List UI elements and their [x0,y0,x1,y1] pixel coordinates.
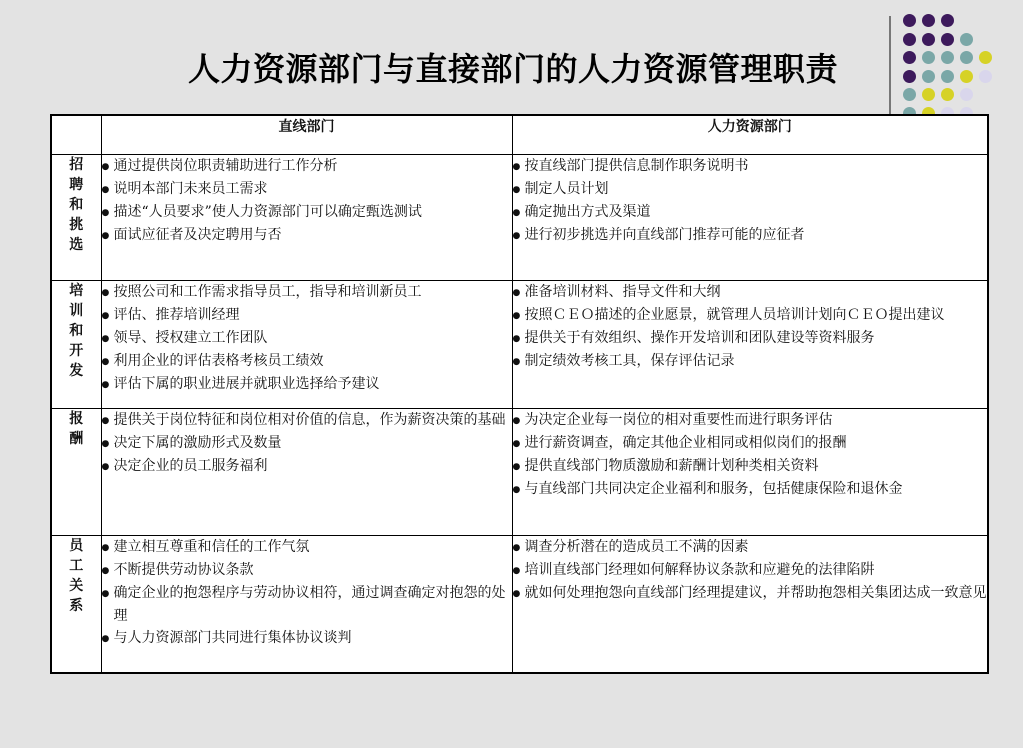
decorative-dot [922,33,935,46]
decorative-dot [903,33,916,46]
table-header-row [51,115,988,155]
line-dept-cell [101,155,512,281]
list-item: ● 进行薪资调查，确定其他企业相同或相似岗们的报酬 [513,432,988,455]
list-item: ● 决定企业的员工服务福利 [102,455,512,478]
decorative-dot [903,14,916,27]
table-row-training [51,281,988,409]
page-title: 人力资源部门与直接部门的人力资源管理职责 [188,50,839,88]
decorative-dot [941,14,954,27]
category-cell [51,536,101,674]
decorative-dot [903,70,916,83]
hr-dept-cell [512,536,988,674]
decorative-dot [941,33,954,46]
list-item: ● 建立相互尊重和信任的工作气氛 [102,536,512,559]
list-item: ● 评估下属的职业进展并就职业选择给予建议 [102,373,512,396]
list-item: ● 通过提供岗位职责辅助进行工作分析 [102,155,512,178]
list-item: ● 提供关于岗位特征和岗位相对价值的信息，作为薪资决策的基础 [102,409,512,432]
responsibility-table [50,114,989,674]
list-item: ● 按照ＣＥＯ描述的企业愿景，就管理人员培训计划向ＣＥＯ提出建议 [513,304,988,327]
list-item: ● 描述“人员要求”使人力资源部门可以确定甄选测试 [102,201,512,224]
table-row-employee-relations [51,536,988,674]
bullet-list [513,536,988,605]
category-label: 员 工 关 系 [69,538,84,614]
decorative-dot [941,70,954,83]
table-row-compensation [51,409,988,536]
list-item: ● 利用企业的评估表格考核员工绩效 [102,350,512,373]
bullet-list [102,281,512,396]
list-item: ● 调查分析潜在的造成员工不满的因素 [513,536,988,559]
list-item: ● 决定下属的激励形式及数量 [102,432,512,455]
bullet-list [513,409,988,501]
list-item: ● 与直线部门共同决定企业福利和服务，包括健康保险和退休金 [513,478,988,501]
decorative-dot [960,33,973,46]
category-cell [51,155,101,281]
list-item: ● 说明本部门未来员工需求 [102,178,512,201]
line-dept-cell [101,281,512,409]
category-label: 报 酬 [69,411,84,447]
header-hr-dept: 人力资源部门 [512,115,988,155]
decorative-dot [922,70,935,83]
hr-dept-cell [512,155,988,281]
list-item: ● 确定抛出方式及渠道 [513,201,988,224]
list-item: ● 评估、推荐培训经理 [102,304,512,327]
list-item: ● 就如何处理抱怨向直线部门经理提建议，并帮助抱怨相关集团达成一致意见 [513,582,988,605]
decorative-dot [922,88,935,101]
list-item: ● 培训直线部门经理如何解释协议条款和应避免的法律陷阱 [513,559,988,582]
category-cell [51,409,101,536]
hr-dept-cell [512,409,988,536]
decorative-dot [903,51,916,64]
decorative-dot [960,70,973,83]
list-item: ● 领导、授权建立工作团队 [102,327,512,350]
list-item: ● 提供关于有效组织、操作开发培训和团队建设等资料服务 [513,327,988,350]
decorative-dot [960,51,973,64]
decorative-dot [941,88,954,101]
category-label: 招 聘 和 挑 选 [69,157,84,253]
bullet-list [513,281,988,373]
decorative-dot [922,51,935,64]
decorative-dot [903,88,916,101]
list-item: ● 进行初步挑选并向直线部门推荐可能的应征者 [513,224,988,247]
list-item: ● 按直线部门提供信息制作职务说明书 [513,155,988,178]
line-dept-cell [101,536,512,674]
list-item: ● 不断提供劳动协议条款 [102,559,512,582]
bullet-list [102,409,512,478]
table-row-recruiting [51,155,988,281]
list-item: ● 准备培训材料、指导文件和大纲 [513,281,988,304]
list-item: ● 确定企业的抱怨程序与劳动协议相符，通过调查确定对抱怨的处理 [102,582,512,627]
decorative-dot [960,88,973,101]
list-item: ● 按照公司和工作需求指导员工，指导和培训新员工 [102,281,512,304]
header-line-dept: 直线部门 [101,115,512,155]
category-cell [51,281,101,409]
list-item: ● 面试应征者及决定聘用与否 [102,224,512,247]
category-label: 培 训 和 开 发 [69,283,84,379]
header-corner [51,115,101,155]
decorative-dot [979,70,992,83]
list-item: ● 制定绩效考核工具，保存评估记录 [513,350,988,373]
line-dept-cell [101,409,512,536]
list-item: ● 为决定企业每一岗位的相对重要性而进行职务评估 [513,409,988,432]
decorative-dot [941,51,954,64]
bullet-list [102,155,512,247]
list-item: ● 提供直线部门物质激励和薪酬计划种类相关资料 [513,455,988,478]
decorative-dot [979,51,992,64]
bullet-list [102,536,512,650]
hr-dept-cell [512,281,988,409]
bullet-list [513,155,988,247]
decorative-dot [922,14,935,27]
list-item: ● 制定人员计划 [513,178,988,201]
list-item: ● 与人力资源部门共同进行集体协议谈判 [102,627,512,650]
